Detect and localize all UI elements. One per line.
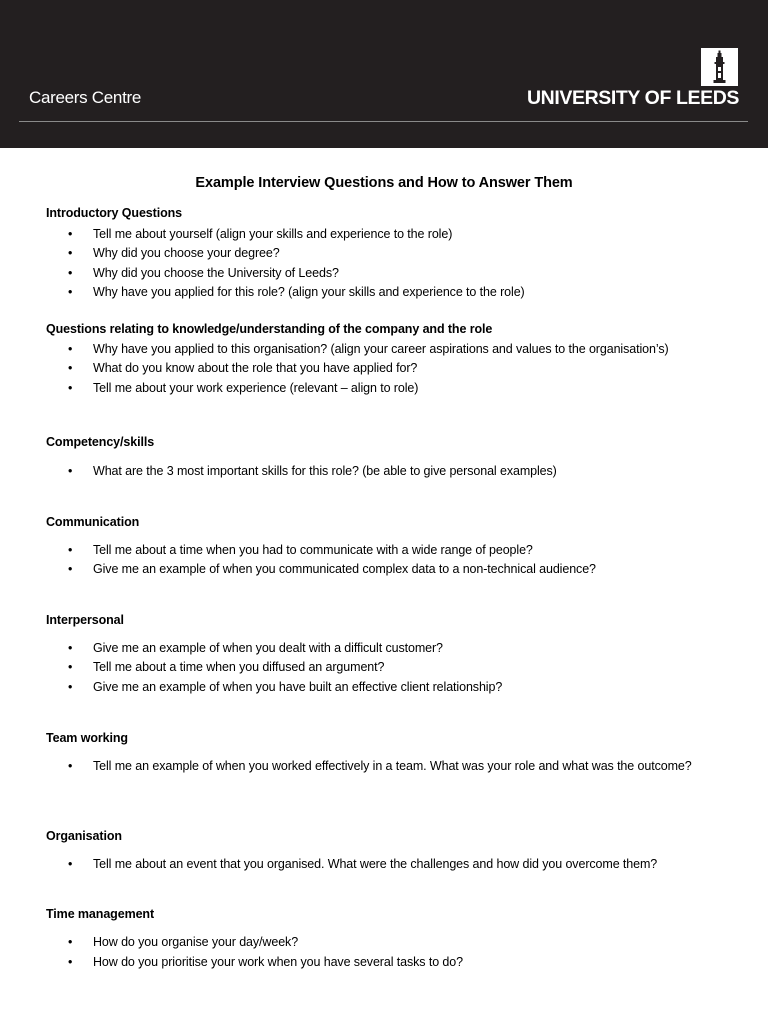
- bullet-marker: •: [68, 381, 73, 395]
- bullet-marker: •: [68, 285, 73, 299]
- list-item: Give me an example of when you have built an effective client relationship?: [93, 680, 503, 694]
- list-item: Give me an example of when you dealt with a difficult customer?: [93, 641, 443, 655]
- careers-centre-title: Careers Centre: [29, 88, 142, 107]
- bullet-marker: •: [68, 543, 73, 557]
- section-heading-introductory: Introductory Questions: [46, 206, 183, 220]
- list-item: Tell me about a time when you diffused an argument?: [93, 660, 385, 674]
- list-item: Give me an example of when you communicated complex data to a non-technical audience?: [93, 562, 596, 576]
- bullet-marker: •: [68, 246, 73, 260]
- list-item: Tell me about a time when you had to communicate with a wide range of people?: [93, 543, 533, 557]
- section-heading-company-role: Questions relating to knowledge/understanding of the company and the role: [46, 322, 493, 336]
- bullet-marker: •: [68, 935, 73, 949]
- bullet-marker: •: [68, 955, 73, 969]
- list-item: Tell me about an event that you organised. What were the challenges and how did you overcome them?: [93, 857, 658, 871]
- list-item: Tell me an example of when you worked effectively in a team. What was your role and what was the outcome?: [93, 759, 692, 773]
- list-item: How do you prioritise your work when you have several tasks to do?: [93, 955, 463, 969]
- bullet-marker: •: [68, 759, 73, 773]
- list-item: Why did you choose the University of Leeds?: [93, 266, 339, 280]
- bullet-marker: •: [68, 857, 73, 871]
- bullet-marker: •: [68, 641, 73, 655]
- list-item: Why did you choose your degree?: [93, 246, 280, 260]
- university-name: UNIVERSITY OF LEEDS: [527, 87, 739, 109]
- bullet-marker: •: [68, 660, 73, 674]
- section-heading-competency: Competency/skills: [46, 435, 155, 449]
- list-item: What are the 3 most important skills for this role? (be able to give personal examples): [93, 464, 557, 478]
- section-heading-team-working: Team working: [46, 731, 128, 745]
- list-item: How do you organise your day/week?: [93, 935, 299, 949]
- list-item: What do you know about the role that you have applied for?: [93, 361, 418, 375]
- bullet-marker: •: [68, 361, 73, 375]
- list-item: Why have you applied for this role? (align your skills and experience to the role): [93, 285, 525, 299]
- bullet-marker: •: [68, 342, 73, 356]
- section-heading-interpersonal: Interpersonal: [46, 613, 124, 627]
- document-title: Example Interview Questions and How to Answer Them: [195, 175, 573, 191]
- bullet-marker: •: [68, 227, 73, 241]
- list-item: Tell me about yourself (align your skills and experience to the role): [93, 227, 453, 241]
- bullet-marker: •: [68, 680, 73, 694]
- bullet-marker: •: [68, 464, 73, 478]
- bullet-marker: •: [68, 562, 73, 576]
- list-item: Why have you applied to this organisation? (align your career aspirations and values to the organisation’s): [93, 342, 669, 356]
- list-item: Tell me about your work experience (relevant – align to role): [93, 381, 419, 395]
- section-heading-time-management: Time management: [46, 907, 155, 921]
- bullet-marker: •: [68, 266, 73, 280]
- section-heading-organisation: Organisation: [46, 829, 122, 843]
- section-heading-communication: Communication: [46, 515, 140, 529]
